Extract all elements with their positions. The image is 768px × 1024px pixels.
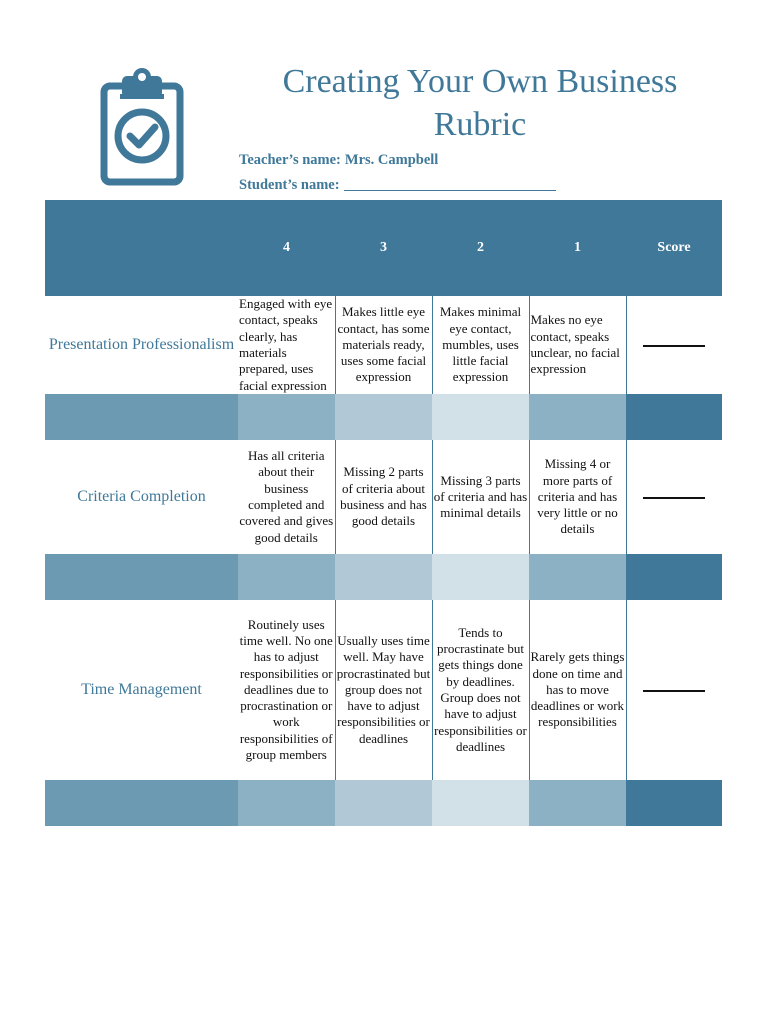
score-cell[interactable] — [626, 600, 722, 780]
rubric-header-row — [45, 200, 722, 296]
level-4-description: Engaged with eye contact, speaks clearly, has materials prepared, uses facial expression — [238, 296, 335, 394]
criterion-label: Time Management — [45, 600, 238, 780]
level-1-description: Missing 4 or more parts of criteria and has very little or no details — [529, 440, 626, 554]
rubric-table — [45, 200, 722, 826]
level-2-description: Missing 3 parts of criteria and has minimal details — [432, 440, 529, 554]
teacher-name-value: Mrs. Campbell — [344, 152, 439, 168]
score-blank[interactable] — [643, 690, 705, 692]
header-level-2: 2 — [432, 200, 529, 296]
score-blank[interactable] — [643, 497, 705, 499]
level-1-description: Rarely gets things done on time and has to move deadlines or work responsibilities — [529, 600, 626, 780]
header-criterion — [45, 200, 238, 296]
level-2-description: Makes minimal eye contact, mumbles, uses little facial expression — [432, 296, 529, 394]
level-4-description: Has all criteria about their business completed and covered and gives good details — [238, 440, 335, 554]
level-4-description: Routinely uses time well. No one has to adjust responsibilities or deadlines due to procrastination or work responsibilities of group members — [238, 600, 335, 780]
score-cell[interactable] — [626, 296, 722, 394]
rubric-row — [45, 440, 722, 554]
teacher-name-label: Teacher’s name: — [239, 152, 341, 168]
teacher-name-line — [239, 152, 438, 169]
document-title: Creating Your Own Business Rubric — [282, 63, 678, 143]
level-2-description: Tends to procrastinate but gets things done by deadlines. Group does not have to adjust responsibilities or deadlines — [432, 600, 529, 780]
clipboard-check-icon — [100, 68, 184, 186]
level-1-description: Makes no eye contact, speaks unclear, no facial expression — [529, 296, 626, 394]
criterion-label: Presentation Professionalism — [45, 296, 238, 394]
header-score: Score — [626, 200, 722, 296]
header-level-1: 1 — [529, 200, 626, 296]
rubric-row — [45, 600, 722, 780]
student-name-label: Student’s name: — [239, 177, 340, 193]
header-level-4: 4 — [238, 200, 335, 296]
level-3-description: Missing 2 parts of criteria about business and has good details — [335, 440, 432, 554]
row-divider-band — [45, 394, 722, 440]
score-cell[interactable] — [626, 440, 722, 554]
level-3-description: Usually uses time well. May have procrastinated but group does not have to adjust responsibilities or deadlines — [335, 600, 432, 780]
criterion-label: Criteria Completion — [45, 440, 238, 554]
student-name-line — [239, 176, 556, 194]
row-divider-band — [45, 554, 722, 600]
row-divider-band — [45, 780, 722, 826]
student-name-blank[interactable] — [344, 176, 556, 191]
rubric-row — [45, 296, 722, 394]
header-level-3: 3 — [335, 200, 432, 296]
level-3-description: Makes little eye contact, has some materials ready, uses some facial expression — [335, 296, 432, 394]
score-blank[interactable] — [643, 345, 705, 347]
